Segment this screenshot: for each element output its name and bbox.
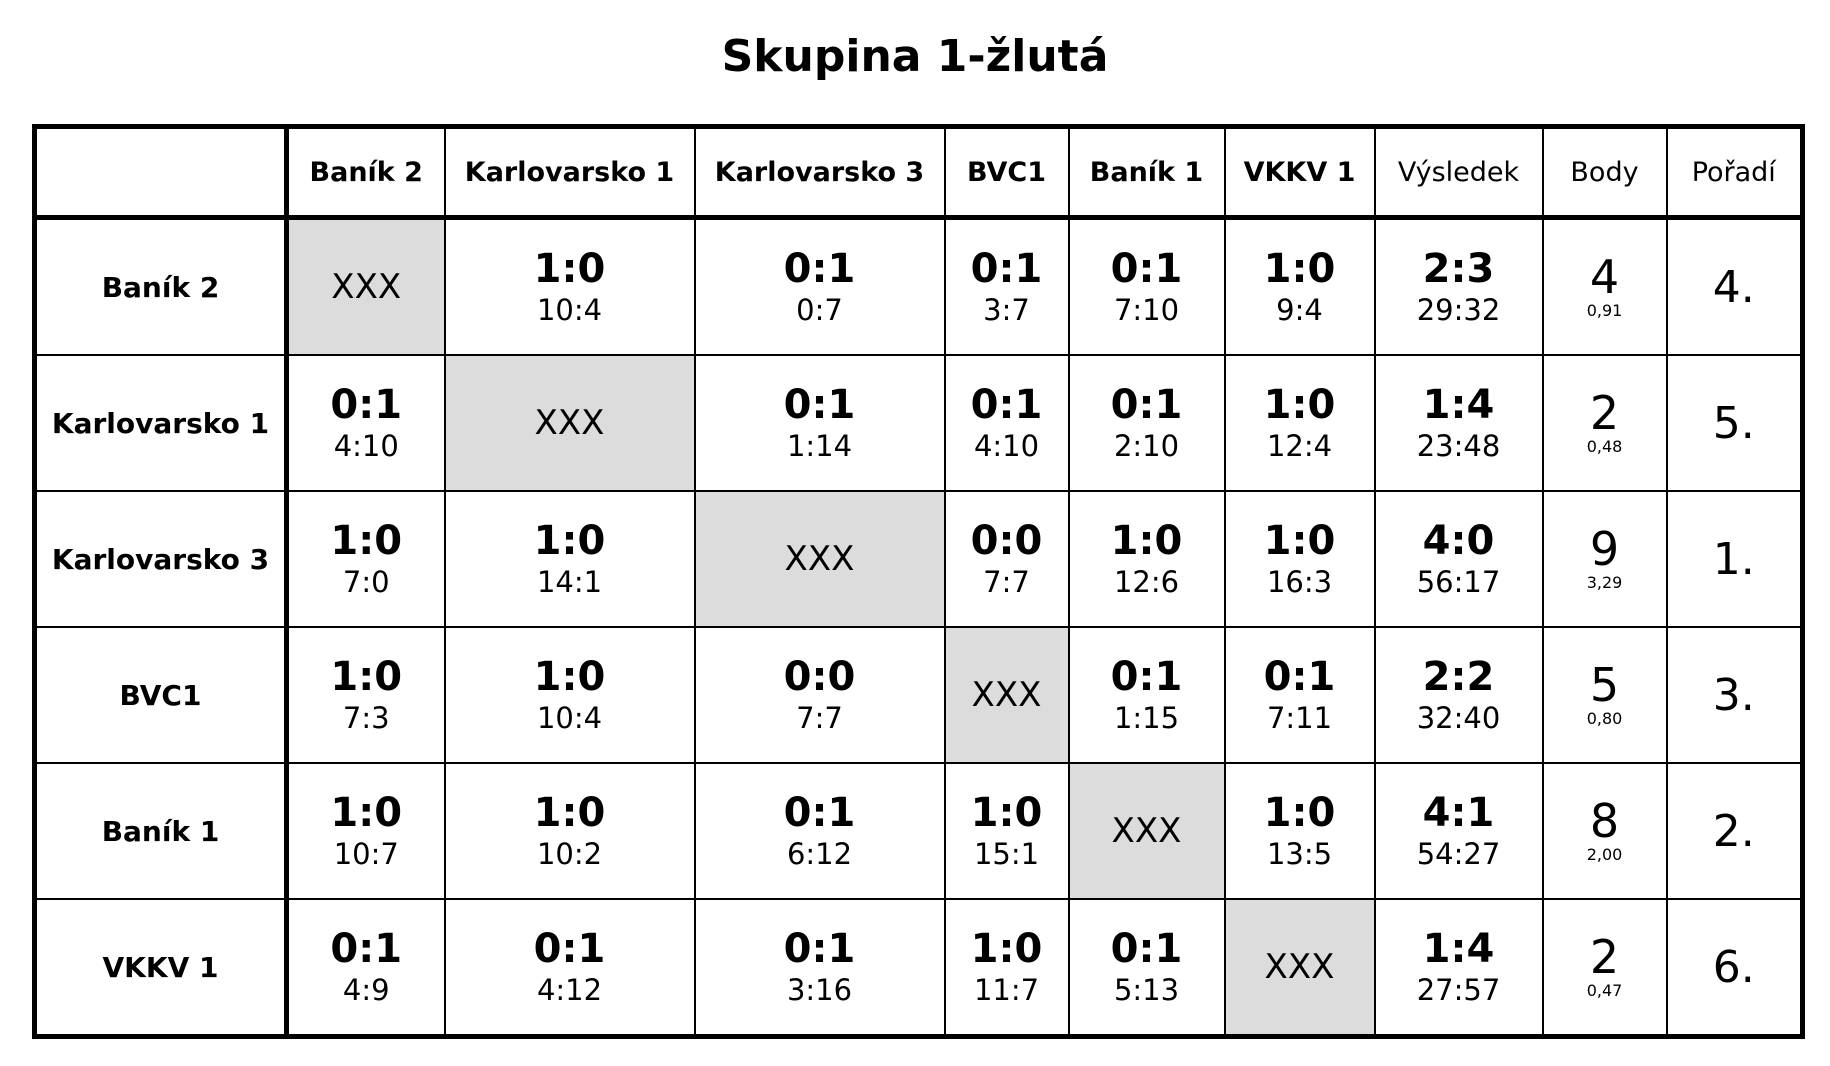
match-score: 0:1 [783, 790, 856, 836]
match-score: 0:1 [783, 926, 856, 972]
result-score: 2:2 [1422, 654, 1495, 700]
result-score: 4:0 [1422, 518, 1495, 564]
set-score: 10:4 [536, 701, 603, 735]
self-match-cell: XXX [1225, 899, 1375, 1037]
table-row [35, 491, 1803, 627]
match-score: 0:1 [1110, 382, 1183, 428]
points-ratio: 0,80 [1586, 709, 1623, 728]
match-cell [1225, 763, 1375, 899]
match-cell [1225, 627, 1375, 763]
set-score: 5:13 [1113, 973, 1180, 1007]
match-cell [1225, 491, 1375, 627]
rank-cell: 5. [1667, 355, 1803, 491]
rank-cell: 2. [1667, 763, 1803, 899]
row-header-team: Baník 2 [35, 218, 287, 356]
set-score: 10:7 [333, 837, 399, 871]
row-header-team: Baník 1 [35, 763, 287, 899]
match-cell [1225, 355, 1375, 491]
points-ratio: 0,47 [1586, 981, 1623, 1000]
match-score: 1:0 [533, 518, 606, 564]
result-sets: 27:57 [1416, 973, 1501, 1007]
match-score: 1:0 [330, 790, 403, 836]
table-row [35, 763, 1803, 899]
match-score: 0:1 [970, 246, 1043, 292]
match-score: 0:1 [1110, 654, 1183, 700]
set-score: 12:4 [1266, 429, 1333, 463]
rank-cell: 1. [1667, 491, 1803, 627]
match-score: 1:0 [1263, 246, 1336, 292]
result-cell [1375, 627, 1543, 763]
match-score: 0:1 [1110, 246, 1183, 292]
set-score: 15:1 [973, 837, 1040, 871]
match-score: 1:0 [1110, 518, 1183, 564]
result-cell [1375, 491, 1543, 627]
result-sets: 56:17 [1416, 565, 1501, 599]
match-cell [1069, 627, 1225, 763]
column-header-team: VKKV 1 [1225, 127, 1375, 218]
match-cell [287, 899, 445, 1037]
result-score: 1:4 [1422, 926, 1495, 972]
set-score: 0:7 [796, 293, 843, 327]
points-cell [1543, 899, 1667, 1037]
rank-cell: 6. [1667, 899, 1803, 1037]
set-score: 4:12 [536, 973, 603, 1007]
self-match-cell: XXX [445, 355, 695, 491]
set-score: 2:10 [1113, 429, 1180, 463]
set-score: 4:9 [342, 973, 390, 1007]
match-cell [445, 218, 695, 356]
match-cell [695, 899, 945, 1037]
set-score: 4:10 [333, 429, 399, 463]
corner-cell [35, 127, 287, 218]
result-score: 1:4 [1422, 382, 1495, 428]
set-score: 3:16 [786, 973, 853, 1007]
match-cell [945, 899, 1069, 1037]
points-value: 5 [1589, 658, 1620, 712]
points-cell [1543, 355, 1667, 491]
match-cell [695, 627, 945, 763]
set-score: 7:11 [1266, 701, 1333, 735]
table-row [35, 627, 1803, 763]
points-cell [1543, 491, 1667, 627]
points-ratio: 0,91 [1586, 301, 1623, 320]
points-ratio: 3,29 [1586, 573, 1623, 592]
match-score: 0:1 [1110, 926, 1183, 972]
match-score: 0:0 [783, 654, 856, 700]
set-score: 10:2 [536, 837, 603, 871]
points-cell [1543, 218, 1667, 356]
row-header-team: Karlovarsko 3 [35, 491, 287, 627]
set-score: 1:14 [786, 429, 853, 463]
match-score: 1:0 [330, 654, 403, 700]
set-score: 16:3 [1266, 565, 1333, 599]
match-cell [445, 763, 695, 899]
match-score: 1:0 [533, 654, 606, 700]
row-header-team: VKKV 1 [35, 899, 287, 1037]
match-cell [287, 627, 445, 763]
points-value: 2 [1589, 386, 1620, 440]
set-score: 7:7 [983, 565, 1030, 599]
result-sets: 29:32 [1416, 293, 1501, 327]
result-sets: 23:48 [1416, 429, 1501, 463]
result-score: 4:1 [1422, 790, 1495, 836]
results-table [32, 124, 1805, 1039]
match-cell [1225, 218, 1375, 356]
points-cell [1543, 627, 1667, 763]
table-row [35, 899, 1803, 1037]
points-value: 8 [1589, 794, 1620, 848]
column-header-team: BVC1 [945, 127, 1069, 218]
match-cell [695, 763, 945, 899]
match-cell [445, 899, 695, 1037]
result-score: 2:3 [1422, 246, 1495, 292]
table-row [35, 218, 1803, 356]
match-cell [287, 763, 445, 899]
match-cell [695, 218, 945, 356]
column-header-team: Baník 1 [1069, 127, 1225, 218]
set-score: 7:3 [342, 701, 390, 735]
set-score: 7:10 [1113, 293, 1180, 327]
match-cell [445, 627, 695, 763]
row-header-team: BVC1 [35, 627, 287, 763]
points-ratio: 2,00 [1586, 845, 1623, 864]
match-score: 0:1 [970, 382, 1043, 428]
set-score: 11:7 [973, 973, 1040, 1007]
match-score: 1:0 [533, 790, 606, 836]
set-score: 10:4 [536, 293, 603, 327]
match-score: 0:1 [1263, 654, 1336, 700]
match-score: 1:0 [970, 926, 1043, 972]
match-score: 0:0 [970, 518, 1043, 564]
match-cell [1069, 491, 1225, 627]
points-value: 4 [1589, 250, 1620, 304]
match-cell [1069, 218, 1225, 356]
match-cell [287, 491, 445, 627]
table-body [35, 218, 1803, 1037]
column-header-team: Karlovarsko 1 [445, 127, 695, 218]
match-score: 1:0 [533, 246, 606, 292]
match-score: 0:1 [330, 926, 403, 972]
table-row [35, 355, 1803, 491]
set-score: 12:6 [1113, 565, 1180, 599]
match-score: 0:1 [783, 382, 856, 428]
self-match-cell: XXX [1069, 763, 1225, 899]
set-score: 6:12 [786, 837, 853, 871]
match-score: 1:0 [330, 518, 403, 564]
set-score: 13:5 [1266, 837, 1333, 871]
match-score: 1:0 [1263, 382, 1336, 428]
column-header-rank: Pořadí [1667, 127, 1803, 218]
row-header-team: Karlovarsko 1 [35, 355, 287, 491]
points-ratio: 0,48 [1586, 437, 1623, 456]
match-cell [945, 355, 1069, 491]
page-title: Skupina 1-žlutá [721, 31, 1109, 82]
match-cell [695, 355, 945, 491]
result-cell [1375, 355, 1543, 491]
result-cell [1375, 218, 1543, 356]
column-header-team: Baník 2 [287, 127, 445, 218]
match-cell [1069, 355, 1225, 491]
match-cell [945, 218, 1069, 356]
column-header-team: Karlovarsko 3 [695, 127, 945, 218]
set-score: 14:1 [536, 565, 603, 599]
points-value: 9 [1589, 522, 1620, 576]
result-cell [1375, 763, 1543, 899]
self-match-cell: XXX [695, 491, 945, 627]
self-match-cell: XXX [287, 218, 445, 356]
match-score: 1:0 [1263, 518, 1336, 564]
points-cell [1543, 763, 1667, 899]
result-cell [1375, 899, 1543, 1037]
set-score: 4:10 [973, 429, 1040, 463]
column-header-result: Výsledek [1375, 127, 1543, 218]
match-score: 1:0 [1263, 790, 1336, 836]
rank-cell: 3. [1667, 627, 1803, 763]
rank-cell: 4. [1667, 218, 1803, 356]
match-cell [287, 355, 445, 491]
match-cell [445, 491, 695, 627]
result-sets: 32:40 [1416, 701, 1501, 735]
match-score: 1:0 [970, 790, 1043, 836]
set-score: 7:7 [796, 701, 843, 735]
self-match-cell: XXX [945, 627, 1069, 763]
match-score: 0:1 [330, 382, 403, 428]
points-value: 2 [1589, 930, 1620, 984]
result-sets: 54:27 [1416, 837, 1501, 871]
set-score: 1:15 [1113, 701, 1180, 735]
set-score: 3:7 [983, 293, 1030, 327]
column-header-points: Body [1543, 127, 1667, 218]
set-score: 9:4 [1276, 293, 1323, 327]
match-score: 0:1 [533, 926, 606, 972]
match-cell [945, 491, 1069, 627]
match-cell [945, 763, 1069, 899]
set-score: 7:0 [342, 565, 390, 599]
match-cell [1069, 899, 1225, 1037]
header-row [35, 127, 1803, 218]
match-score: 0:1 [783, 246, 856, 292]
